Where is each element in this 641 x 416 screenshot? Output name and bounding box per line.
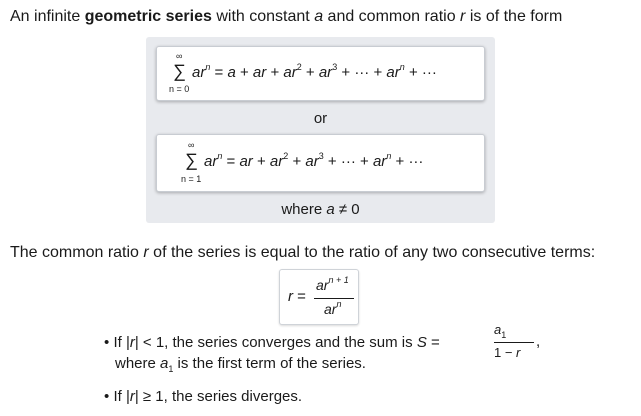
bullet-marker: •: [104, 334, 110, 351]
sum-denominator: [494, 345, 520, 360]
exponent: 3: [332, 62, 338, 72]
ellipsis: ···: [354, 64, 370, 81]
exponent: n + 1: [328, 275, 349, 285]
bullet-marker: •: [104, 388, 110, 405]
equals-sign: =: [426, 334, 440, 351]
where-var-a: a: [326, 201, 335, 218]
exponent: n: [336, 299, 342, 309]
series-expansion-n0: [192, 64, 437, 82]
intro-var-r: r: [460, 8, 466, 25]
term: ar: [252, 64, 267, 81]
exponent: n: [217, 151, 223, 161]
sum-fraction-bar: [494, 342, 534, 343]
sigma-symbol: ∑: [173, 61, 186, 81]
plus-sign: +: [256, 153, 266, 170]
intro-text-2: with constant: [211, 8, 315, 25]
intro-text-1: An infinite: [10, 8, 85, 25]
term: ar: [204, 153, 218, 170]
ratio-var-r: r: [143, 244, 149, 261]
bullet-converges: [104, 334, 440, 351]
bullet-text: If |: [113, 388, 130, 405]
term: ar: [372, 153, 387, 170]
intro-sentence: [10, 8, 562, 26]
plus-sign: +: [292, 153, 302, 170]
plus-sign: +: [239, 64, 249, 81]
term: ar: [239, 153, 253, 170]
note-text: is the first term of the series.: [173, 355, 366, 372]
sum-numerator: [494, 322, 507, 340]
fraction-bar: [314, 298, 354, 299]
subscript: 1: [501, 330, 507, 340]
sum-lower-limit: n = 1: [181, 174, 202, 184]
plus-sign: +: [360, 153, 369, 170]
bullet-diverges: [104, 388, 302, 405]
ellipsis: ···: [340, 153, 356, 170]
plus-sign: +: [373, 64, 383, 81]
var-r: r: [516, 345, 521, 360]
bullet-text: | < 1, the series converges and the sum is: [134, 334, 417, 351]
intro-var-a: a: [314, 8, 324, 25]
plus-sign: +: [408, 64, 418, 81]
var-a: a: [494, 322, 502, 337]
bullet-text: | ≥ 1, the series diverges.: [134, 388, 303, 405]
exponent: n: [399, 62, 405, 72]
term: ar: [283, 64, 297, 81]
term: ar: [318, 64, 333, 81]
plus-sign: +: [305, 64, 315, 81]
series-expansion-n1: [204, 153, 423, 171]
exponent: 2: [283, 151, 289, 161]
term: a: [227, 64, 236, 81]
subscript: 1: [168, 364, 174, 374]
plus-sign: +: [270, 64, 280, 81]
ratio-r: r: [288, 288, 293, 305]
formula-box-n0: [156, 46, 485, 101]
intro-bold-term: geometric series: [84, 8, 212, 25]
intro-text-4: is of the form: [465, 8, 563, 25]
exponent: n: [386, 151, 392, 161]
ratio-text-2: of the series is equal to the ratio of any two consecutive terms:: [148, 244, 596, 261]
equals-sign: =: [297, 288, 306, 305]
denominator-text: 1 −: [494, 345, 517, 360]
intro-text-3: and common ratio: [323, 8, 461, 25]
ratio-sentence: [10, 244, 595, 262]
exponent: 3: [318, 151, 324, 161]
var-r: r: [129, 334, 135, 351]
formula-box-n1: [156, 134, 485, 192]
formula-panel: [146, 37, 495, 223]
ratio-numerator: [316, 277, 349, 293]
var-r: r: [129, 388, 135, 405]
ellipsis: ···: [421, 64, 437, 81]
where-cond: ≠ 0: [334, 201, 360, 218]
ratio-denominator: [324, 301, 341, 317]
plus-sign: +: [395, 153, 405, 170]
sum-lower-limit: n = 0: [169, 84, 190, 94]
where-text: where: [281, 201, 327, 218]
sigma-symbol: ∑: [185, 150, 198, 170]
where-condition: [146, 201, 495, 218]
term: ar: [192, 64, 206, 81]
sum-upper-limit: ∞: [188, 140, 195, 150]
term: ar: [269, 153, 284, 170]
plus-sign: +: [341, 64, 351, 81]
ratio-text-1: The common ratio: [10, 244, 144, 261]
note-text: where: [115, 355, 161, 372]
term: ar: [324, 301, 337, 317]
sum-comma: ,: [536, 333, 541, 350]
exponent: n: [205, 62, 211, 72]
plus-sign: +: [327, 153, 337, 170]
bullet-text: If |: [113, 334, 130, 351]
ratio-formula-box: [279, 269, 359, 325]
var-s: S: [416, 334, 427, 351]
var-a: a: [160, 355, 169, 372]
or-separator: or: [313, 110, 328, 127]
term: ar: [305, 153, 319, 170]
equals-sign: =: [226, 153, 236, 170]
term: ar: [386, 64, 400, 81]
equals-sign: =: [214, 64, 224, 81]
sum-upper-limit: ∞: [176, 51, 183, 61]
ratio-lhs: [288, 288, 306, 305]
bullet-first-term-note: [115, 355, 366, 372]
exponent: 2: [296, 62, 302, 72]
ellipsis: ···: [408, 153, 424, 170]
term: ar: [316, 277, 329, 293]
